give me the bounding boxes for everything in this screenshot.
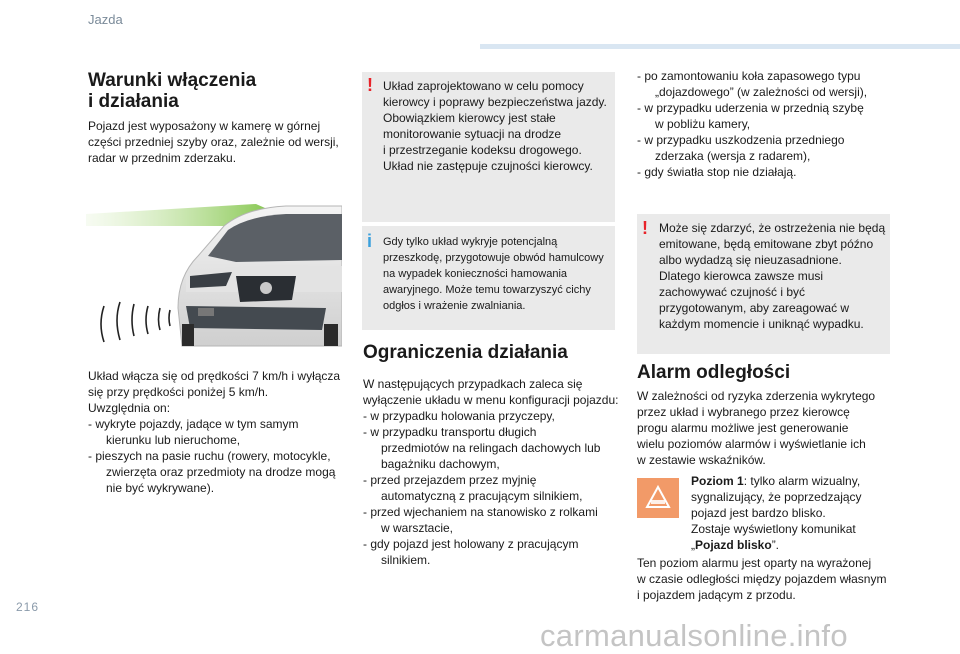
list-item: - przed wjechaniem na stanowisko z rolkami — [363, 505, 598, 519]
text-line: i pojazdem jadącym z przodu. — [637, 588, 796, 602]
quote-open: „ — [691, 538, 695, 552]
car-radar-illustration — [86, 196, 342, 348]
list-item: - przed przejazdem przez myjnię — [363, 473, 537, 487]
heading-conditions — [88, 70, 256, 112]
text-line: odgłos i wrażenie zwalniania. — [383, 300, 526, 312]
info-box — [362, 226, 615, 330]
limitations-list — [363, 376, 618, 568]
text-line: na wypadek konieczności hamowania — [383, 268, 568, 280]
list-item-cont: kierunku lub nieruchome, — [106, 433, 241, 447]
heading-line-2: i działania — [88, 91, 179, 112]
page-number: 216 — [16, 600, 40, 614]
text-line: pojazd jest bardzo blisko. — [691, 506, 826, 520]
limitations-list-continued — [637, 68, 867, 180]
text-line: monitorowanie sytuacji na drodze — [383, 127, 562, 141]
heading-line-1: Warunki włączenia — [88, 70, 257, 91]
text-line: Uwzględnia on: — [88, 401, 171, 415]
list-item: - pieszych na pasie ruchu (rowery, motocykle, — [88, 449, 331, 463]
level-label: Poziom 1 — [691, 474, 744, 488]
text-line: awaryjnego. Może temu towarzyszyć cichy — [383, 284, 591, 296]
text-line: sygnalizujący, że poprzedzający — [691, 490, 862, 504]
list-item: - po zamontowaniu koła zapasowego typu — [637, 69, 861, 83]
list-item-cont: przedmiotów na relingach dachowych lub — [381, 441, 601, 455]
list-item: - w przypadku transportu długich — [363, 425, 537, 439]
text-line: kierowcy i poprawy bezpieczeństwa jazdy. — [383, 95, 607, 109]
activation-paragraph — [88, 368, 340, 496]
text-line: W zależności od ryzyka zderzenia wykrytego — [637, 389, 876, 403]
text-line: W następujących przypadkach zaleca się — [363, 377, 583, 391]
list-item-cont: zwierzęta oraz przedmioty na drodze mogą — [106, 465, 336, 479]
info-text — [383, 234, 604, 314]
warning-text — [659, 220, 885, 332]
list-item-cont: w warsztacie, — [381, 521, 454, 535]
text-line: Dlatego kierowca zawsze musi — [659, 269, 824, 283]
list-item-cont: bagażniku dachowym, — [381, 457, 500, 471]
text-line: Układ zaprojektowano w celu pomocy — [383, 79, 584, 93]
message-text: Pojazd blisko — [695, 538, 772, 552]
text-line: Układ nie zastępuje czujności kierowcy. — [383, 159, 593, 173]
text-line: Układ włącza się od prędkości 7 km/h i wyłącza — [88, 369, 341, 383]
list-item-cont: silnikiem. — [381, 553, 431, 567]
text-line: zachowywać czujność i być — [659, 285, 806, 299]
warning-box — [362, 72, 615, 222]
text-line: w zestawie wskaźników. — [637, 453, 766, 467]
level-text: : tylko alarm wizualny, — [743, 474, 861, 488]
intro-paragraph — [88, 118, 339, 166]
text-line: emitowane, będą emitowane zbyt późno — [659, 237, 874, 251]
level-1-description — [691, 473, 862, 553]
text-line: Zostaje wyświetlony komunikat — [691, 522, 856, 536]
list-item-cont: w pobliżu kamery, — [655, 117, 751, 131]
car-alert-icon — [637, 478, 679, 518]
text-line: Pojazd jest wyposażony w kamerę w górnej — [88, 119, 321, 133]
text-line: Gdy tylko układ wykryje potencjalną — [383, 236, 558, 248]
text-line: wielu poziomów alarmów i wyświetlanie ich — [637, 437, 866, 451]
list-item-cont: nie być wykrywane). — [106, 481, 215, 495]
list-item: - wykryte pojazdy, jadące w tym samym — [88, 417, 299, 431]
text-line: albo wydadzą się nieuzasadnione. — [659, 253, 842, 267]
list-item: - w przypadku holowania przyczepy, — [363, 409, 555, 423]
warning-box-2 — [637, 214, 890, 354]
list-item-cont: automatyczną z pracującym silnikiem, — [381, 489, 583, 503]
text-line: każdym momencie i uniknąć wypadku. — [659, 317, 864, 331]
list-item: - w przypadku uderzenia w przednią szybę — [637, 101, 864, 115]
watermark: carmanualsonline.info — [540, 618, 848, 653]
heading-limitations: Ograniczenia działania — [363, 342, 568, 363]
heading-distance-alert: Alarm odległości — [637, 362, 791, 383]
warning-exclamation-icon: ! — [367, 75, 373, 95]
text-line: Ten poziom alarmu jest oparty na wyrażonej — [637, 556, 872, 570]
list-item: - w przypadku uszkodzenia przedniego — [637, 133, 845, 147]
list-item-cont: zderzaka (wersja z radarem), — [655, 149, 811, 163]
text-line: się przy prędkości poniżej 5 km/h. — [88, 385, 269, 399]
text-line: radar w przednim zderzaku. — [88, 151, 237, 165]
text-line: części przedniej szyby oraz, zależnie od wersji, — [88, 135, 339, 149]
warning-text — [383, 78, 607, 174]
section-title: Jazda — [88, 12, 123, 27]
text-line: przygotowanym, aby zareagować w — [659, 301, 850, 315]
quote-close: ”. — [771, 538, 780, 552]
text-line: Obowiązkiem kierowcy jest stałe — [383, 111, 556, 125]
list-item-cont: „dojazdowego” (w zależności od wersji), — [655, 85, 868, 99]
text-line: przeszkodę, przygotowuje obwód hamulcowy — [383, 252, 604, 264]
distance-alert-outro — [637, 555, 886, 603]
header-bar — [480, 44, 960, 49]
text-line: przez układ i wybranego przez kierowcę — [637, 405, 850, 419]
info-icon: i — [367, 231, 373, 251]
text-line: w czasie odległości między pojazdem własnym — [637, 572, 887, 586]
distance-alert-intro — [637, 388, 875, 468]
text-line: progu alarmu możliwe jest generowanie — [637, 421, 849, 435]
text-line: i przestrzeganie kodeksu drogowego. — [383, 143, 582, 157]
list-item: - gdy światła stop nie działają. — [637, 165, 797, 179]
text-line: wyłączenie układu w menu konfiguracji pojazdu: — [363, 393, 619, 407]
list-item: - gdy pojazd jest holowany z pracującym — [363, 537, 579, 551]
text-line: Może się zdarzyć, że ostrzeżenia nie będą — [659, 221, 886, 235]
warning-exclamation-icon: ! — [642, 218, 648, 238]
